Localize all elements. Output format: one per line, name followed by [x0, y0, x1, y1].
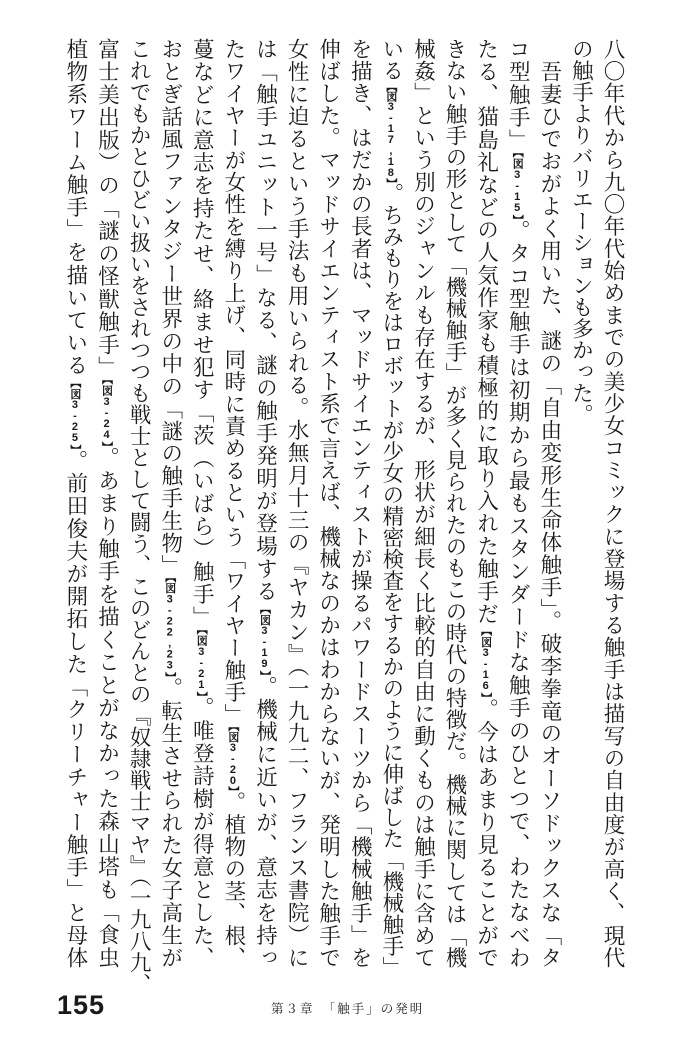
text-column	[565, 38, 597, 968]
text: の触手よりバリエーションも多かった。	[568, 38, 594, 425]
text: 。唯登詩樹が得意とした、	[189, 696, 215, 969]
figure-reference: 【 図3-21 】	[195, 629, 207, 697]
figure-reference: 【 図3-16 】	[480, 625, 492, 698]
text-column	[186, 38, 218, 968]
text: 。転生させられた女子高生が	[157, 676, 183, 969]
text: 吾妻ひでおがよく用いた、謎の「自由変形生命体触手」。破李拳竜のオーソドックスな「タ	[536, 38, 562, 968]
figure-reference: 【 図3-17,18 】	[385, 81, 397, 183]
figure-reference: 【 図3-22,23 】	[164, 577, 176, 677]
text: 。植物の茎、根、	[220, 791, 246, 969]
text-column	[407, 38, 439, 968]
text: 。機械に近いが、意志を持っ	[252, 675, 278, 969]
text: たる、猫島礼などの人気作家も積極的に取り入れた触手だ	[473, 38, 499, 626]
text: 械姦」という別のジャンルも存在するが、形状が細長く比較的自由に動くものは触手に含めて	[410, 38, 436, 968]
text: 。今はあまり見ることがで	[473, 698, 499, 969]
text: たワイヤーが女性を縛り上げ、同時に責めるという「ワイヤー触手」	[220, 38, 246, 726]
text-column	[217, 38, 249, 968]
text-column	[280, 38, 312, 968]
page-number: 155	[57, 990, 106, 1020]
text: 植物系ワーム触手」を描いている	[62, 38, 88, 377]
figure-reference: 【 図3-19 】	[258, 603, 270, 676]
text: おとぎ話風ファンタジー世界の中の「謎の触手生物」	[157, 38, 183, 578]
text-column	[596, 38, 628, 968]
text: 。ちみもりをはロボットが少女の精密検査をするかのように伸ばした「機械触手」	[378, 182, 404, 978]
text-column	[375, 38, 407, 978]
text: いる	[378, 38, 404, 81]
text: コ型触手」	[505, 38, 531, 152]
text-column	[533, 38, 565, 968]
text: 八〇年代から九〇年代始めまでの美少女コミックに登場する触手は描写の自由度が高く、現代	[600, 38, 625, 968]
running-footer-chapter-title: 第３章 「触手」の発明	[271, 1001, 425, 1016]
text: 蔓などに意志を持たせ、絡ませ犯す「茨（いばら）触手」	[189, 38, 215, 629]
text: は「触手ユニット一号」なる、謎の触手発明が登場する	[252, 38, 278, 603]
text-column	[59, 38, 91, 968]
text: 富士美出版）の「謎の怪獣触手」	[94, 38, 120, 379]
body-text	[58, 38, 628, 995]
text: これでもかとひどい扱いをされつつも戦士として闘う、このどんとの『奴隷戦士マヤ』（一九八九、	[126, 38, 152, 995]
figure-reference: 【 図3-20 】	[227, 726, 239, 792]
text-column	[470, 38, 502, 968]
figure-reference: 【 図3-25 】	[69, 377, 81, 450]
text: 。タコ型触手は初期から最もスタンダードな触手のひとつで、わたなべわ	[505, 219, 531, 969]
text-column	[91, 38, 123, 968]
text: きない触手の形として「機械触手」が多く見られたのもこの時代の特徴だ。機械に関しては「機	[442, 38, 468, 968]
text-column	[249, 38, 281, 968]
text-column	[123, 38, 155, 995]
text: 女性に迫るという手法も用いられる。水無月十三の『ヤカン』（一九九二、フランス書院）に	[284, 38, 310, 968]
text: 伸ばした。マッドサイエンティスト系で言えば、機械なのかはわからないが、発明した触手で	[315, 38, 341, 968]
text-column	[502, 38, 534, 968]
text-column	[312, 38, 344, 968]
figure-reference: 【 図3-24 】	[101, 379, 113, 447]
text-column	[438, 38, 470, 968]
text-column	[154, 38, 186, 968]
text: 。前田俊夫が開拓した「クリーチャー触手」と母体	[62, 449, 88, 969]
text-column	[344, 38, 376, 968]
figure-reference: 【 図3-15 】	[511, 152, 523, 220]
text: 。あまり触手を描くことがなかった森山塔も「食虫	[94, 446, 120, 969]
text: を描き、はだかの長者は、マッドサイエンティストが操るパワードスーツから「機械触手」を	[347, 38, 373, 968]
